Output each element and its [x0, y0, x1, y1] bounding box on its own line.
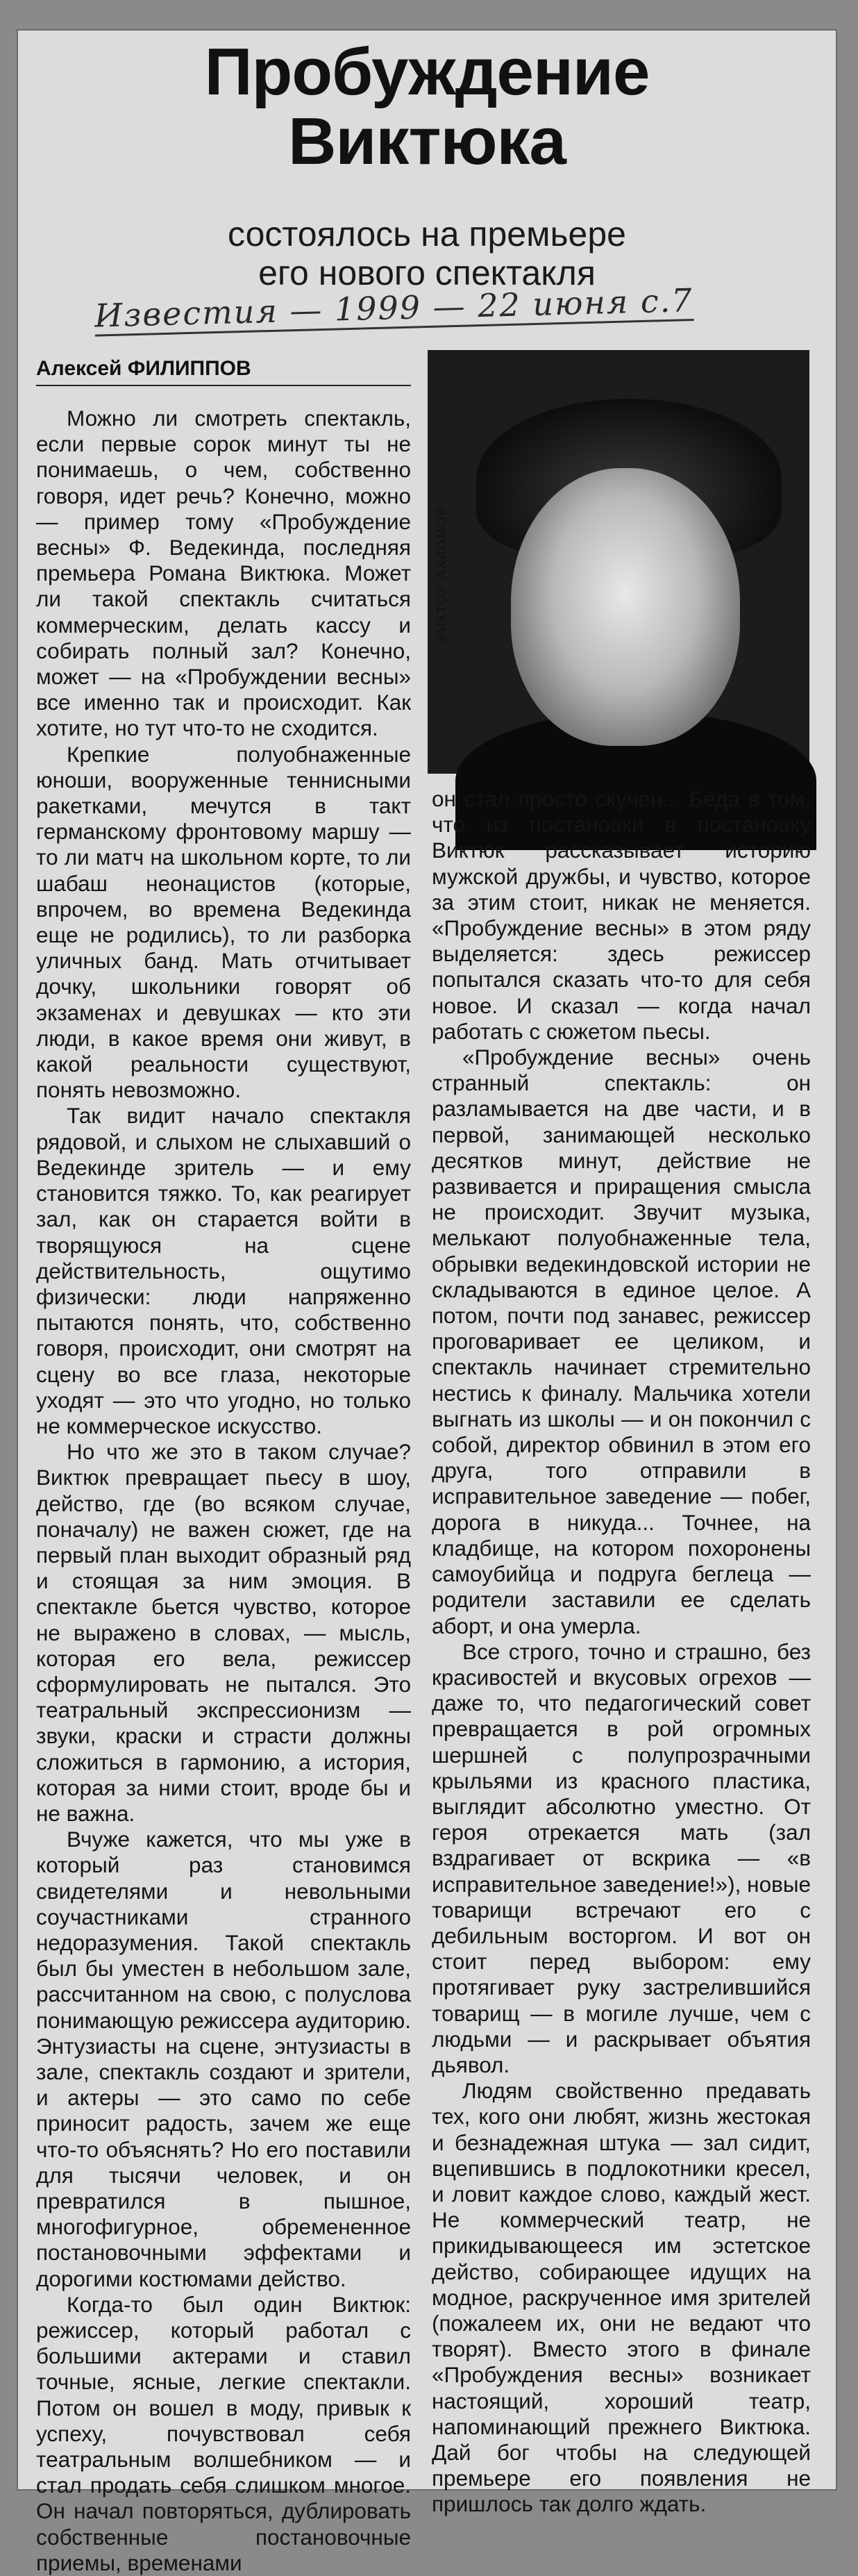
paragraph-continued: он стал просто скучен... Беда в том, что из постановки в постановку Виктюк рассказывает историю мужской дружбы, и чувство, которое за этим стоит, никак не меняется. «Пробуждение весны» в этом ряду выделяется: здесь режиссер попытался сказать что-то для себя новое. И сказал — когда начал работать с сюжетом пьесы. — [432, 786, 811, 1044]
handwritten-note-text: Известия — 1999 — 22 июня с.7 — [94, 281, 693, 337]
headline — [18, 35, 836, 178]
headline-line-2: Виктюка — [288, 104, 566, 178]
paragraph: Все строго, точно и страшно, без красивостей и вкусовых огрехов — даже то, что педагогический совет превращается в рой огромных шершней с полупрозрачными крыльями из красного пластика, выглядит абсолютно уместно. От героя отрекается мать (зал вздрагивает от вскрика — «в исправительное заведение!»), новые товарищи встречают его с дебильным восторгом. И вот он стоит перед выбором: ему протягивает руку застрелившийся товарищ — в могиле лучше, чем с людьми — и раскрывает объятия дьявол. — [432, 1638, 811, 2077]
author-photo — [428, 350, 809, 774]
photo-face-shape — [511, 468, 740, 746]
paragraph: Крепкие полуобнаженные юноши, вооруженные теннисными ракетками, мечутся в такт германскому фронтовому маршу — то ли матч на школьном корте, то ли шабаш неонацистов (которые, впрочем, во времена Ведекинда еще не родились), то ли разборка уличных банд. Мать отчитывает дочку, школьники говорят об экзаменах и девушках — кто эти люди, в какое время они живут, в какой реальности существуют, понять невозможно. — [36, 741, 411, 1103]
subhead-line-1: состоялось на премьере — [228, 215, 626, 254]
article-column-2 — [432, 786, 811, 2517]
paragraph: Можно ли смотреть спектакль, если первые сорок минут ты не понимаешь, о чем, собственно говоря, идет речь? Конечно, можно — пример тому «Пробуждение весны» Ф. Ведекинда, последняя премьера Романа Виктюка. Может ли такой спектакль считаться коммерческим, делать кассу и собирать полный зал? Конечно, может — на «Пробуждении весны» все именно так и происходит. Как хотите, но тут что-то не сходится. — [36, 406, 411, 741]
author-byline: Алексей ФИЛИППОВ — [36, 357, 411, 386]
paragraph: Так видит начало спектакля рядовой, и слыхом не слыхавший о Ведекинде зритель — и ему становится тяжко. То, как реагирует зал, как он старается войти в творящуюся на сцене действительность, ощутимо физически: люди напряженно пытаются понять, что, собственно говоря, происходит, они смотрят на сцену во все глаза, некоторые уходят — это что угодно, но только не коммерческое искусство. — [36, 1103, 411, 1438]
paragraph: «Пробуждение весны» очень странный спектакль: он разламывается на две части, и в первой, занимающей несколько десятков минут, действие не развивается и приращения смысла не происходит. Звучит музыка, мелькают полуобнаженные тела, обрывки ведекиндовской истории не складываются в единое целое. А потом, почти под занавес, режиссер проговаривает ее целиком, и спектакль начинает стремительно нестись к финалу. Мальчика хотели выгнать из школы — и он покончил с собой, директор обвинил в этом его друга, того отправили в исправительное заведение — побег, дорога в никуда... Точнее, на кладбище, на котором похоронены самоубийца и подруга беглеца — родители заставили ее сделать аборт, и она умерла. — [432, 1045, 811, 1638]
article-column-1 — [36, 406, 411, 2575]
newspaper-clipping — [18, 31, 836, 2575]
photo-credit: ВИКТОР АХЛОМОВ — [435, 506, 448, 642]
paragraph: Людям свойственно предавать тех, кого они любят, жизнь жестокая и безнадежная штука — зал сидит, вцепившись в подлокотники кресел, и ловит каждое слово, каждый жест. Не коммерческий театр, не прикидывающееся им эстетское действо, собирающее идущих на модное, раскрученное имя зрителей (пожалеем их, они не ведают что творят). Вместо этого в финале «Пробуждения весны» возникает настоящий, хороший театр, напоминающий прежнего Виктюка. Дай бог чтобы на следующей премьере его появления не пришлось так долго ждать. — [432, 2078, 811, 2517]
paragraph: Когда-то был один Виктюк: режиссер, который работал с большими актерами и ставил точные, ясные, легкие спектакли. Потом он вошел в моду, привык к успеху, почувствовал себя театральным волшебником — и стал продать себя слишком многое. Он начал повторяться, дублировать собственные постановочные приемы, временами — [36, 2291, 411, 2575]
paragraph: Вчуже кажется, что мы уже в который раз становимся свидетелями и невольными соучастниками странного недоразумения. Такой спектакль был бы уместен в небольшом зале, рассчитанном на свою, с полуслова понимающую режиссера аудиторию. Энтузиасты на сцене, энтузиасты в зале, спектакль создают и зрители, и актеры — это само по себе приносит радость, зачем же еще что-то объяснять? Но его поставили для тысячи человек, и он превратился в пышное, многофигурное, обремененное постановочными эффектами и дорогими костюмами действо. — [36, 1827, 411, 2291]
paragraph: Но что же это в таком случае? Виктюк превращает пьесу в шоу, действо, где (во всяком случае, поначалу) не важен сюжет, где на первый план выходит образный ряд и стоящая за ним эмоция. В спектакле бьется чувство, которое не выражено в словах, — мысль, которая его вела, режиссер сформулировать не пытался. Это театральный экспрессионизм — звуки, краски и страсти должны сложиться в гармонию, а история, которая за ними стоит, вроде бы и не важна. — [36, 1439, 411, 1826]
subhead-line-2: его нового спектакля — [258, 254, 596, 292]
headline-line-1: Пробуждение — [204, 35, 650, 109]
